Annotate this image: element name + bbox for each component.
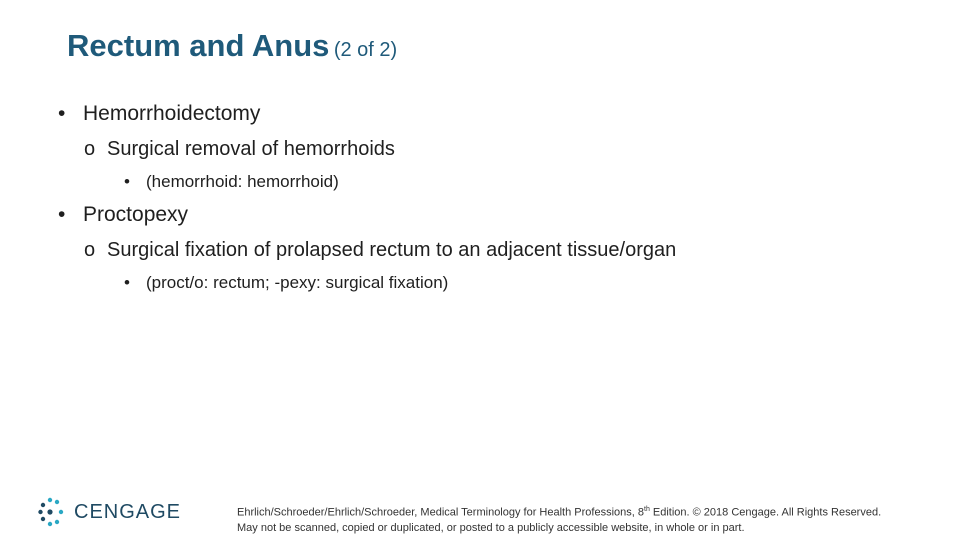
edition-superscript: th [644, 506, 650, 513]
bullet-text: (proct/o: rectum; -pexy: surgical fixation) [146, 273, 449, 292]
copyright-line-1 [237, 502, 881, 521]
sub-sub-bullet-hemorrhoid-term [124, 172, 339, 192]
copyright-text: Ehrlich/Schroeder/Ehrlich/Schroeder, Medical Terminology for Health Professions, 8 [237, 506, 644, 519]
slide-title [67, 28, 397, 64]
copyright-notice [237, 502, 881, 536]
bullet-text: Hemorrhoidectomy [83, 102, 261, 125]
bullet-proctopexy [58, 203, 188, 227]
sub-bullet-proctopexy-definition [84, 239, 676, 262]
bullet-marker: • [58, 203, 66, 226]
bullet-marker: • [124, 273, 130, 292]
title-subtitle: (2 of 2) [333, 39, 398, 61]
bullet-text: Surgical fixation of prolapsed rectum to an adjacent tissue/organ [107, 239, 677, 261]
bullet-text: Surgical removal of hemorrhoids [107, 138, 395, 160]
bullet-marker: • [58, 102, 66, 125]
bullet-marker: o [84, 239, 96, 261]
bullet-text: (hemorrhoid: hemorrhoid) [146, 172, 339, 191]
sub-sub-bullet-proctopexy-terms [124, 273, 448, 293]
cengage-logo [38, 497, 181, 527]
copyright-line-2: May not be scanned, copied or duplicated, or posted to a publicly accessible website, in whole or in part. [237, 521, 745, 534]
bullet-text: Proctopexy [83, 203, 189, 226]
bullet-marker: • [124, 172, 130, 191]
cengage-logo-icon [38, 497, 66, 527]
title-main: Rectum and Anus [67, 28, 330, 63]
sub-bullet-hemorrhoidectomy-definition [84, 138, 395, 161]
cengage-logo-text: CENGAGE [74, 500, 182, 523]
bullet-hemorrhoidectomy [58, 102, 260, 126]
bullet-marker: o [84, 138, 96, 160]
copyright-text-end: Edition. © 2018 Cengage. All Rights Reserved. [649, 506, 882, 519]
